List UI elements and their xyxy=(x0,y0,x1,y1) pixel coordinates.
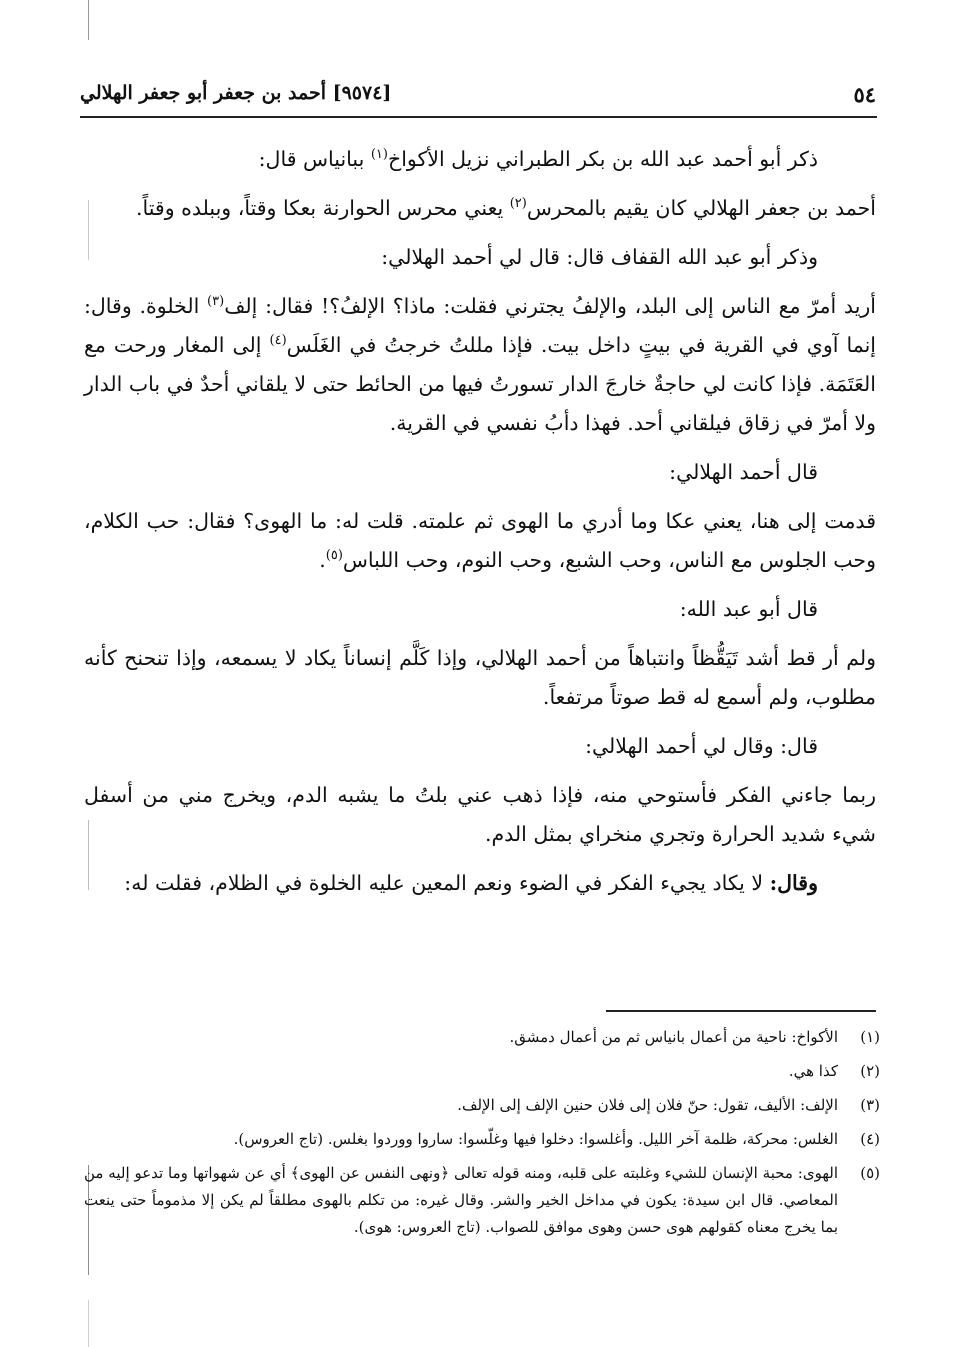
paragraph-5: قال أحمد الهلالي: xyxy=(669,460,818,484)
footnote-item xyxy=(84,1092,880,1119)
footnote-item xyxy=(84,1160,880,1241)
paragraph-text: يعني محرس الحوارنة بعكا وقتاً، وببلده وقتاً. xyxy=(135,196,510,220)
paragraph-text: لا يكاد يجيء الفكر في الضوء ونعم المعين عليه الخلوة في الظلام، فقلت له: xyxy=(124,871,770,895)
footnote-number: (٤) xyxy=(860,1130,880,1148)
paragraph-6 xyxy=(84,502,876,580)
paragraph-text: . xyxy=(319,548,326,572)
paragraph-1 xyxy=(84,140,876,179)
paragraph-9: قال: وقال لي أحمد الهلالي: xyxy=(585,734,818,758)
footnote-item xyxy=(84,1126,880,1153)
paragraph-text: إلى المغار ورحت مع العَتَمَة. فإذا كانت لي حاجةٌ خارجَ الدار تسورتُ فيها من الحائط حتى لا يلقاني أحدٌ في باب الدار ولا أمرّ في زقاق فيلقاني أحد. فهذا دأبُ نفسي في القرية. xyxy=(84,333,876,435)
paragraph-text: أريد أمرّ مع الناس إلى البلد، والإلفُ يجترني فقلت: ماذا؟ الإلفُ؟! فقال: إلف xyxy=(224,294,876,318)
paragraph-4 xyxy=(84,287,876,443)
footnote-ref-2[interactable]: (٢) xyxy=(509,196,527,212)
footnote-ref-5[interactable]: (٥) xyxy=(325,548,343,564)
footnote-ref-4[interactable]: (٤) xyxy=(269,333,287,349)
footnote-number: (١) xyxy=(860,1028,880,1046)
footnotes xyxy=(84,1024,880,1248)
paragraph-text: أحمد بن جعفر الهلالي كان يقيم بالمحرس xyxy=(526,196,876,220)
scan-edge-line xyxy=(88,1300,89,1347)
paragraph-text: ببانياس قال: xyxy=(258,147,371,171)
footnote-ref-3[interactable]: (٣) xyxy=(207,294,225,310)
header-rule xyxy=(80,116,877,118)
footnote-separator xyxy=(606,1010,876,1012)
footnote-ref-1[interactable]: (١) xyxy=(370,147,388,163)
footnote-number: (٥) xyxy=(860,1164,880,1182)
running-title: [٩٥٧٤] أحمد بن جعفر أبو جعفر الهلالي xyxy=(80,82,392,104)
bold-keyword: وقال: xyxy=(769,871,818,895)
paragraph-7: قال أبو عبد الله: xyxy=(679,597,818,621)
paragraph-text: قدمت إلى هنا، يعني عكا وما أدري ما الهوى ثم علمته. قلت له: ما الهوى؟ فقال: حب الكلام، وحب الجلوس مع الناس، وحب الشبع، وحب النوم، وحب اللباس xyxy=(84,509,876,572)
page-number: ٥٤ xyxy=(853,82,876,107)
paragraph-text: الخلوة. وقال: إنما آوي في القرية في بيتٍ داخل بيت. فإذا مللتُ خرجتُ في الغَلَس xyxy=(84,294,876,357)
footnote-text: الهوى: محبة الإنسان للشيء وغلبته على قلبه، ومنه قوله تعالى ﴿ونهى النفس عن الهوى﴾ أي عن شهواتها وما تدعو إليه من المعاصي. قال ابن سيدة: يكون في مداخل الخير والشر. وقال غيره: من تكلم بالهوى مطلقاً لم يكن إلا مذموماً حتى ينعت بما يخرج معناه كقولهم هوى حسن وهوى موافق للصواب. (تاج العروس: هوى). xyxy=(84,1164,838,1236)
footnote-text: الإلف: الأليف، تقول: حنّ فلان إلى فلان حنين الإلف إلى الإلف. xyxy=(457,1096,838,1114)
page-header xyxy=(80,82,876,116)
paragraph-11 xyxy=(84,864,876,903)
paragraph-2 xyxy=(84,189,876,228)
paragraph-3: وذكر أبو عبد الله القفاف قال: قال لي أحمد الهلالي: xyxy=(381,245,818,269)
footnote-number: (٢) xyxy=(860,1062,880,1080)
paragraph-10: ربما جاءني الفكر فأستوحي منه، فإذا ذهب عني بلتُ ما يشبه الدم، ويخرج مني من أسفل شيء شديد الحرارة وتجري منخراي بمثل الدم. xyxy=(84,783,876,846)
paragraph-8: ولم أر قط أشد تَيَقُّظاً وانتباهاً من أحمد الهلالي، وإذا كَلَّم إنساناً يكاد لا يسمعه، وإذا تنحنح كأنه مطلوب، ولم أسمع له قط صوتاً مرتفعاً. xyxy=(84,646,876,709)
scan-edge-line xyxy=(88,0,89,40)
footnote-text: كذا هي. xyxy=(788,1062,838,1080)
footnote-item xyxy=(84,1024,880,1051)
footnote-number: (٣) xyxy=(860,1096,880,1114)
footnote-text: الأكواخ: ناحية من أعمال بانياس ثم من أعمال دمشق. xyxy=(509,1028,838,1046)
main-text xyxy=(84,140,876,913)
footnote-text: الغلس: محركة، ظلمة آخر الليل. وأغلسوا: دخلوا فيها وغلّسوا: ساروا ووردوا بغلس. (تاج العروس). xyxy=(233,1130,838,1148)
paragraph-text: ذكر أبو أحمد عبد الله بن بكر الطبراني نزيل الأكواخ xyxy=(387,147,818,171)
footnote-item xyxy=(84,1058,880,1085)
